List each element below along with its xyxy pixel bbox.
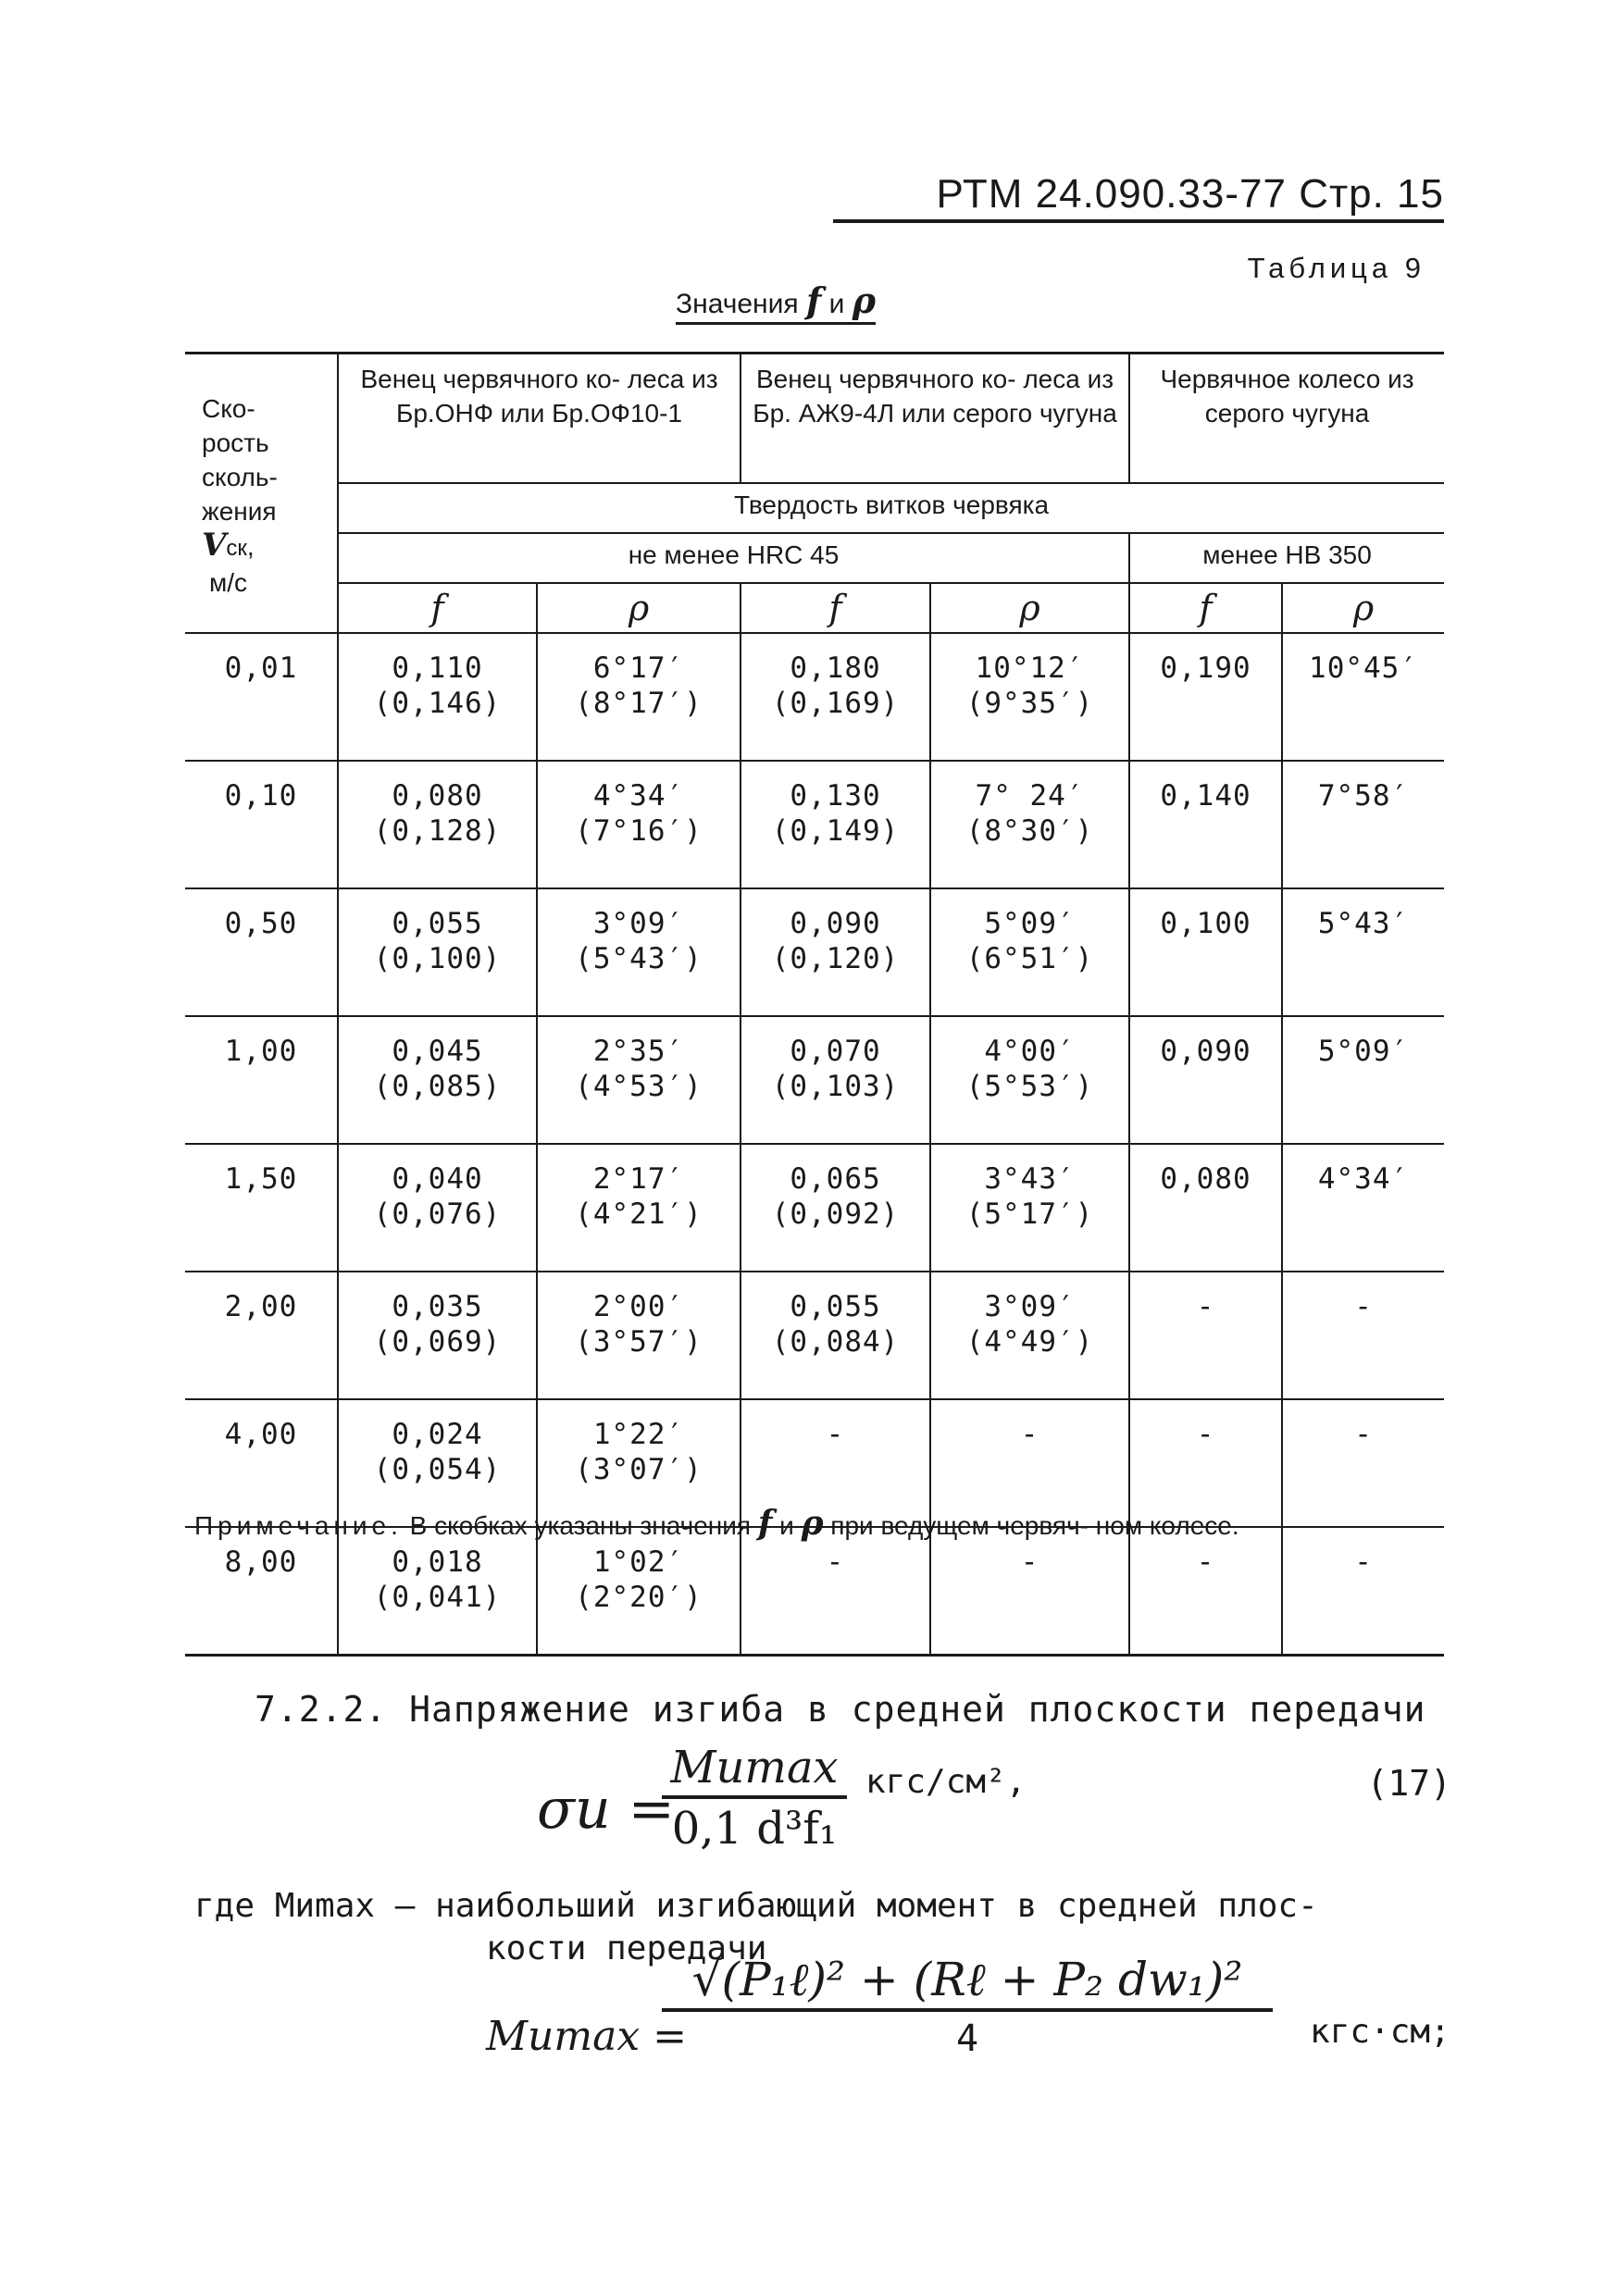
document-header: РТМ 24.090.33-77 Стр. 15 xyxy=(833,171,1444,223)
rho1-cell xyxy=(537,633,741,761)
f1-cell xyxy=(338,761,537,888)
f2-cell-value: - xyxy=(826,1418,845,1451)
where-line-2: кости передачи xyxy=(486,1930,767,1967)
f3-cell xyxy=(1129,888,1282,1016)
moment-formula-unit: кгс·см; xyxy=(1310,2013,1450,2051)
rho2-cell xyxy=(930,1272,1129,1399)
f3-cell-value: 0,090 xyxy=(1160,1035,1251,1068)
f3-cell-value: 0,080 xyxy=(1160,1162,1251,1196)
rho2-cell xyxy=(930,1144,1129,1272)
rho2-cell-driving-value: (5°17′) xyxy=(965,1198,1094,1231)
f1-cell-driving-value: (0,128) xyxy=(373,814,502,848)
speed-cell-value: 2,00 xyxy=(224,1290,298,1323)
rho1-cell-driving-value: (7°16′) xyxy=(575,814,703,848)
rho3-cell xyxy=(1282,1016,1444,1144)
rho2-cell xyxy=(930,1527,1129,1656)
rho3-cell xyxy=(1282,1527,1444,1656)
sym-f-1: f xyxy=(338,583,537,633)
speed-cell-value: 0,50 xyxy=(224,907,298,940)
speed-cell xyxy=(185,888,338,1016)
rho1-cell xyxy=(537,1272,741,1399)
f1-cell-driving-value: (0,041) xyxy=(373,1581,502,1614)
speed-header-line: рость xyxy=(202,428,269,457)
rho3-cell xyxy=(1282,761,1444,888)
note-text-a: В скобках указаны значения xyxy=(409,1511,752,1540)
rho3-cell-value: 10°45′ xyxy=(1309,652,1419,685)
speed-unit: м/с xyxy=(209,568,248,597)
f1-cell-value: 0,045 xyxy=(392,1035,483,1068)
f1-cell xyxy=(338,888,537,1016)
moment-formula-lhs: Mиmax = xyxy=(486,2013,688,2060)
rho1-cell-value: 6°17′ xyxy=(592,652,685,685)
speed-cell-value: 8,00 xyxy=(224,1545,298,1579)
rho1-cell-driving-value: (4°21′) xyxy=(575,1198,703,1231)
rho2-cell xyxy=(930,888,1129,1016)
rho3-cell-value: - xyxy=(1354,1290,1373,1323)
caption-f: f xyxy=(805,279,822,321)
table-note xyxy=(194,1504,1444,1545)
f1-cell-value: 0,080 xyxy=(392,779,483,813)
sym-f-3: f xyxy=(1129,583,1282,633)
rho1-cell xyxy=(537,761,741,888)
f1-cell-driving-value: (0,100) xyxy=(373,942,502,975)
f2-cell-value: 0,065 xyxy=(790,1162,881,1196)
f3-cell-value: - xyxy=(1196,1290,1215,1323)
rho2-cell-value: 10°12′ xyxy=(975,652,1085,685)
f1-cell xyxy=(338,633,537,761)
rho1-cell-driving-value: (5°43′) xyxy=(575,942,703,975)
rho3-cell xyxy=(1282,633,1444,761)
speed-symbol: Vск, xyxy=(202,527,255,564)
formula-17-lhs: σи = xyxy=(537,1777,675,1842)
f2-cell xyxy=(741,1144,930,1272)
f3-cell-value: - xyxy=(1196,1418,1215,1451)
f2-cell xyxy=(741,1016,930,1144)
speed-cell-value: 1,00 xyxy=(224,1035,298,1068)
rho1-cell xyxy=(537,1144,741,1272)
rho1-cell-driving-value: (4°53′) xyxy=(575,1070,703,1103)
f2-cell-value: - xyxy=(826,1545,845,1579)
rho2-cell-driving-value: (4°49′) xyxy=(965,1325,1094,1359)
rho3-cell-value: 4°34′ xyxy=(1317,1162,1410,1196)
rho2-cell xyxy=(930,633,1129,761)
f1-cell xyxy=(338,1144,537,1272)
table-number: Таблица 9 xyxy=(1247,252,1425,284)
caption-rho: ρ xyxy=(852,279,877,321)
f2-cell-value: 0,180 xyxy=(790,652,881,685)
rho3-cell xyxy=(1282,888,1444,1016)
f3-cell xyxy=(1129,1272,1282,1399)
speed-cell xyxy=(185,1016,338,1144)
f1-cell xyxy=(338,1272,537,1399)
rho3-cell xyxy=(1282,1144,1444,1272)
f1-cell-value: 0,055 xyxy=(392,907,483,940)
note-label: Примечание. xyxy=(194,1511,403,1540)
sym-rho-1: ρ xyxy=(537,583,741,633)
where-line xyxy=(194,1883,1318,1930)
rho2-cell xyxy=(930,1016,1129,1144)
speed-cell-value: 0,10 xyxy=(224,779,298,813)
f2-cell-driving-value: (0,120) xyxy=(771,942,900,975)
f2-cell xyxy=(741,888,930,1016)
group-header-1: Венец червячного ко- леса из Бр.ОНФ или Бр.ОФ10-1 xyxy=(338,354,741,484)
f1-cell-value: 0,018 xyxy=(392,1545,483,1579)
f2-cell-driving-value: (0,149) xyxy=(771,814,900,848)
speed-cell-value: 0,01 xyxy=(224,652,298,685)
speed-cell xyxy=(185,1272,338,1399)
rho2-cell xyxy=(930,761,1129,888)
formula-17-denominator: 0,1 d³f₁ xyxy=(671,1803,838,1855)
hardness-title: Твердость витков червяка xyxy=(338,483,1444,533)
rho1-cell xyxy=(537,888,741,1016)
formula-17-fraction xyxy=(662,1742,847,1855)
rho3-cell-value: 5°09′ xyxy=(1317,1035,1410,1068)
speed-header-line: жения xyxy=(202,497,277,526)
f3-cell xyxy=(1129,1527,1282,1656)
note-text-b: при ведущем червяч- ном колесе. xyxy=(830,1511,1239,1540)
moment-formula-numerator: √(P₁ℓ)² + (Rℓ + P₂ dw₁)² xyxy=(662,1953,1273,2012)
f3-cell-value: 0,190 xyxy=(1160,652,1251,685)
rho2-cell-value: - xyxy=(1020,1545,1039,1579)
speed-symbol-sub: ск xyxy=(226,536,247,561)
rho1-cell-value: 2°00′ xyxy=(592,1290,685,1323)
formula-17-unit: кгс/см², xyxy=(865,1763,1027,1801)
group-header-2: Венец червячного ко- леса из Бр. АЖ9-4Л или серого чугуна xyxy=(741,354,1129,484)
rho1-cell xyxy=(537,1016,741,1144)
speed-cell xyxy=(185,1144,338,1272)
rho1-cell-driving-value: (3°07′) xyxy=(575,1453,703,1486)
hardness-hrc: не менее HRC 45 xyxy=(338,533,1129,583)
f2-cell-driving-value: (0,084) xyxy=(771,1325,900,1359)
rho2-cell-driving-value: (5°53′) xyxy=(965,1070,1094,1103)
rho3-cell xyxy=(1282,1272,1444,1399)
f1-cell-value: 0,110 xyxy=(392,652,483,685)
table-row xyxy=(185,761,1444,888)
f1-cell xyxy=(338,1527,537,1656)
table-row xyxy=(185,1527,1444,1656)
f1-cell-driving-value: (0,085) xyxy=(373,1070,502,1103)
rho1-cell-driving-value: (8°17′) xyxy=(575,687,703,720)
where-prefix: где Mиmax xyxy=(194,1887,376,1925)
f1-cell xyxy=(338,1016,537,1144)
f1-cell-driving-value: (0,069) xyxy=(373,1325,502,1359)
speed-cell-value: 4,00 xyxy=(224,1418,298,1451)
group-header-3: Червячное колесо из серого чугуна xyxy=(1129,354,1444,484)
f1-cell-driving-value: (0,076) xyxy=(373,1198,502,1231)
speed-header-line: Ско- xyxy=(202,394,255,423)
table-row xyxy=(185,888,1444,1016)
speed-header-line: сколь- xyxy=(202,463,278,491)
f2-cell-driving-value: (0,169) xyxy=(771,687,900,720)
table-row xyxy=(185,1016,1444,1144)
rho3-cell-value: 5°43′ xyxy=(1317,907,1410,940)
rho2-cell-driving-value: (9°35′) xyxy=(965,687,1094,720)
speed-cell xyxy=(185,1527,338,1656)
note-rho: ρ xyxy=(801,1504,824,1543)
rho2-cell-value: - xyxy=(1020,1418,1039,1451)
table-row xyxy=(185,1144,1444,1272)
rho2-cell-driving-value: (6°51′) xyxy=(965,942,1094,975)
f1-cell-driving-value: (0,054) xyxy=(373,1453,502,1486)
f3-cell xyxy=(1129,1144,1282,1272)
f2-cell-value: 0,055 xyxy=(790,1290,881,1323)
sym-rho-3: ρ xyxy=(1282,583,1444,633)
rho2-cell-value: 4°00′ xyxy=(984,1035,1076,1068)
where-text: – наибольший изгибающий момент в средней плос- xyxy=(394,1887,1318,1925)
moment-formula-denominator: 4 xyxy=(955,2017,979,2060)
sym-rho-2: ρ xyxy=(930,583,1129,633)
f1-cell-driving-value: (0,146) xyxy=(373,687,502,720)
rho1-cell-value: 1°22′ xyxy=(592,1418,685,1451)
table-caption xyxy=(676,279,876,325)
formula-17-numerator: Mиmax xyxy=(662,1742,847,1799)
rho2-cell-value: 7° 24′ xyxy=(975,779,1085,813)
f2-cell xyxy=(741,761,930,888)
table-row xyxy=(185,1272,1444,1399)
f3-cell xyxy=(1129,1016,1282,1144)
f2-cell-value: 0,090 xyxy=(790,907,881,940)
friction-table xyxy=(185,352,1444,1657)
f3-cell-value: 0,140 xyxy=(1160,779,1251,813)
f2-cell-driving-value: (0,103) xyxy=(771,1070,900,1103)
f1-cell-value: 0,040 xyxy=(392,1162,483,1196)
hardness-hb: менее НВ 350 xyxy=(1129,533,1444,583)
f3-cell xyxy=(1129,633,1282,761)
f2-cell xyxy=(741,1527,930,1656)
rho1-cell-driving-value: (3°57′) xyxy=(575,1325,703,1359)
rho2-cell-value: 3°09′ xyxy=(984,1290,1076,1323)
table-row xyxy=(185,633,1444,761)
rho3-cell-value: 7°58′ xyxy=(1317,779,1410,813)
rho1-cell-value: 1°02′ xyxy=(592,1545,685,1579)
rho2-cell-value: 5°09′ xyxy=(984,907,1076,940)
f2-cell xyxy=(741,633,930,761)
caption-and: и xyxy=(828,289,845,319)
section-title: 7.2.2. Напряжение изгиба в средней плоскости передачи xyxy=(255,1689,1426,1730)
speed-cell xyxy=(185,633,338,761)
f2-cell xyxy=(741,1272,930,1399)
speed-cell xyxy=(185,761,338,888)
rho3-cell-value: - xyxy=(1354,1545,1373,1579)
f2-cell-value: 0,070 xyxy=(790,1035,881,1068)
f1-cell-value: 0,024 xyxy=(392,1418,483,1451)
rho3-cell-value: - xyxy=(1354,1418,1373,1451)
f2-cell-driving-value: (0,092) xyxy=(771,1198,900,1231)
rho1-cell-driving-value: (2°20′) xyxy=(575,1581,703,1614)
note-and: и xyxy=(779,1511,794,1540)
rho1-cell-value: 4°34′ xyxy=(592,779,685,813)
formula-17-number: (17) xyxy=(1366,1763,1451,1804)
rho1-cell-value: 2°17′ xyxy=(592,1162,685,1196)
rho1-cell-value: 2°35′ xyxy=(592,1035,685,1068)
table-body xyxy=(185,633,1444,1656)
moment-formula-fraction xyxy=(662,1953,1273,2060)
rho1-cell xyxy=(537,1527,741,1656)
f3-cell xyxy=(1129,761,1282,888)
rho1-cell-value: 3°09′ xyxy=(592,907,685,940)
f3-cell-value: 0,100 xyxy=(1160,907,1251,940)
sym-f-2: f xyxy=(741,583,930,633)
speed-symbol-v: V xyxy=(202,527,227,564)
f3-cell-value: - xyxy=(1196,1545,1215,1579)
f2-cell-value: 0,130 xyxy=(790,779,881,813)
speed-cell-value: 1,50 xyxy=(224,1162,298,1196)
note-f: f xyxy=(757,1504,773,1543)
rho2-cell-value: 3°43′ xyxy=(984,1162,1076,1196)
f1-cell-value: 0,035 xyxy=(392,1290,483,1323)
rho2-cell-driving-value: (8°30′) xyxy=(965,814,1094,848)
caption-prefix: Значения xyxy=(676,289,799,319)
speed-column-header xyxy=(185,354,338,634)
